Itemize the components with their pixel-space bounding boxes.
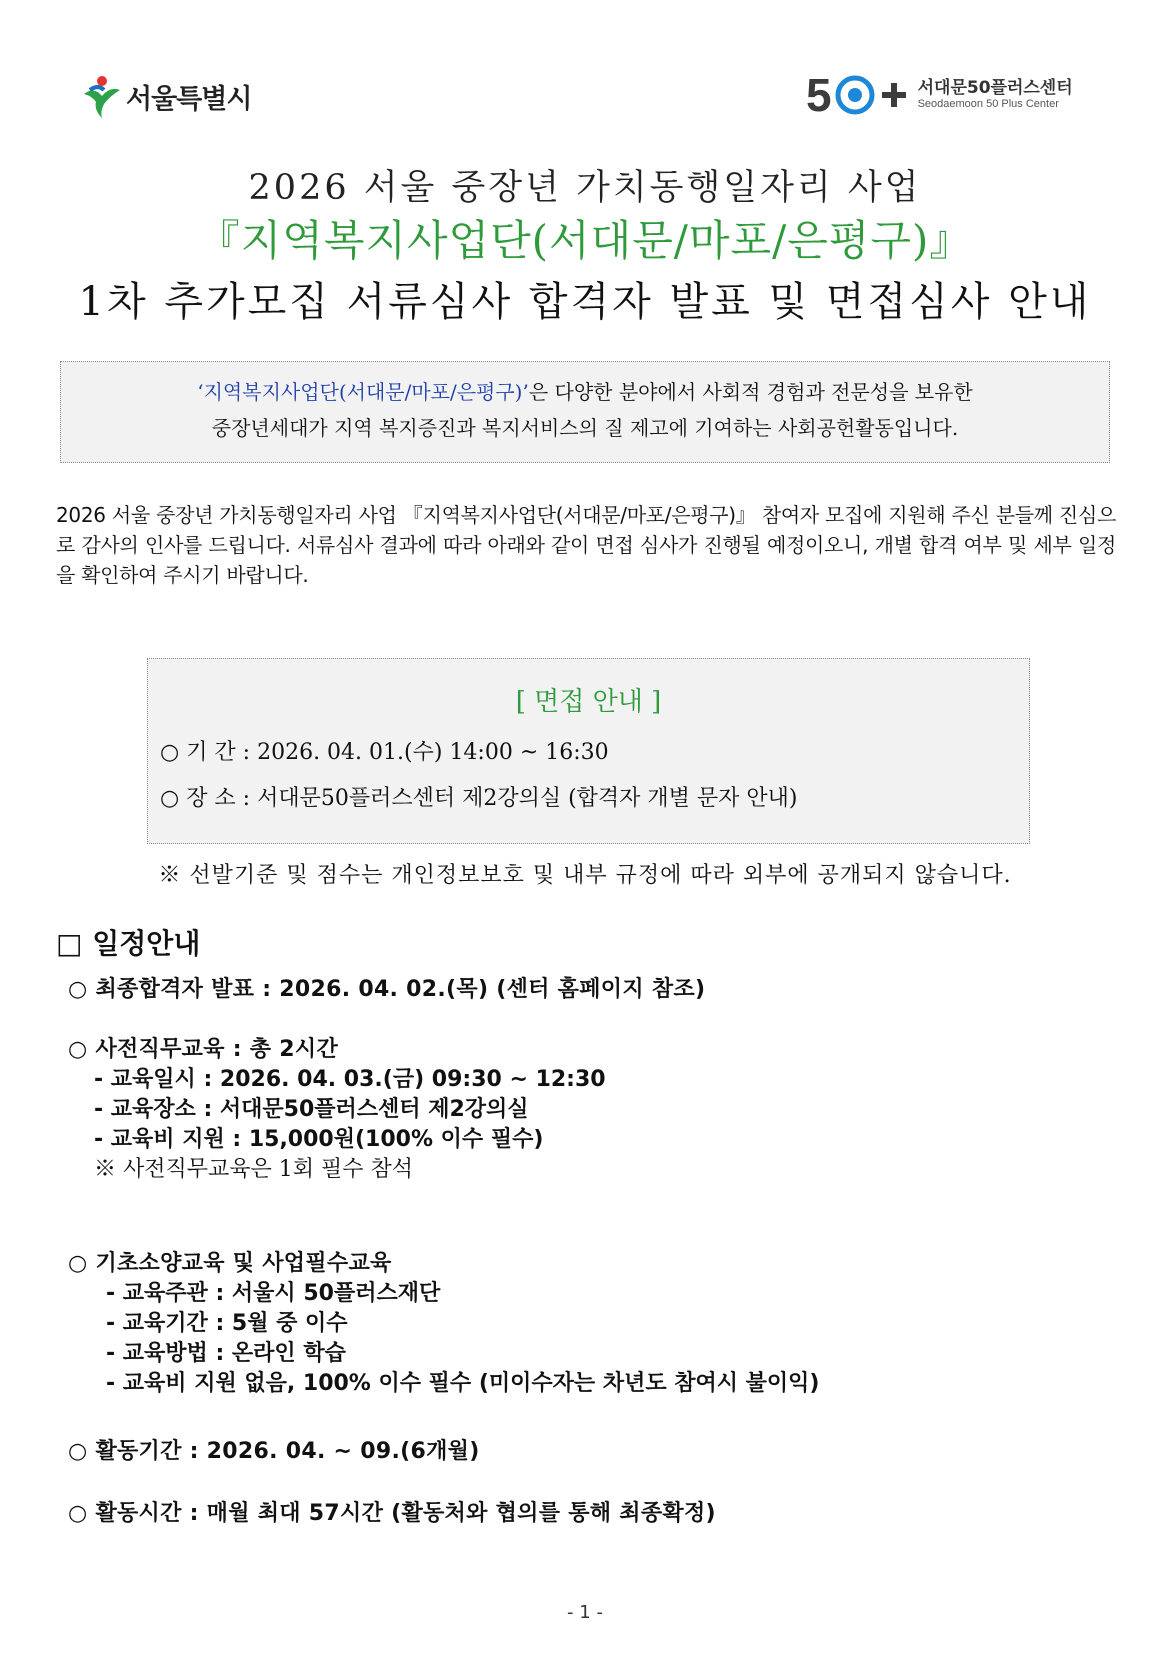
interview-place: ○ 장 소 : 서대문50플러스센터 제2강의실 (합격자 개별 문자 안내)	[160, 786, 798, 811]
title-line-2: 『지역복지사업단(서대문/마포/은평구)』	[197, 216, 973, 265]
list-item: - 교육방법 : 온라인 학습	[106, 1341, 346, 1366]
list-item: - 교육비 지원 없음, 100% 이수 필수 (미이수자는 차년도 참여시 불이익)	[106, 1371, 820, 1396]
intro-highlight: ‘지역복지사업단(서대문/마포/은평구)’	[197, 380, 529, 404]
list-item: - 교육비 지원 : 15,000원(100% 이수 필수)	[94, 1127, 544, 1152]
logo-english-name: Seodaemoon 50 Plus Center	[917, 98, 1059, 111]
zero-ring-icon	[834, 74, 876, 116]
seoul-logo	[82, 74, 251, 118]
seodaemun-50plus-logo	[806, 69, 1073, 121]
seoul-logo-text: 서울특별시	[126, 83, 252, 115]
pre-training-note: ※ 사전직무교육은 1회 필수 참석	[94, 1157, 413, 1182]
list-item: - 교육일시 : 2026. 04. 03.(금) 09:30 ~ 12:30	[94, 1067, 606, 1092]
list-item: - 교육기간 : 5월 중 이수	[106, 1311, 348, 1336]
seoul-symbol-icon	[82, 74, 122, 118]
title-line-1: 2026 서울 중장년 가치동행일자리 사업	[248, 168, 922, 208]
schedule-title: □ 일정안내	[56, 927, 201, 960]
page-number: - 1 -	[567, 1602, 603, 1623]
list-item: - 교육장소 : 서대문50플러스센터 제2강의실	[94, 1097, 529, 1122]
list-item: - 교육주관 : 서울시 50플러스재단	[106, 1281, 441, 1306]
selection-notice: ※ 선발기준 및 점수는 개인정보보호 및 내부 규정에 따라 외부에 공개되지 않습니다.	[158, 863, 1012, 888]
plus-icon	[880, 81, 908, 109]
pre-training-head: ○ 사전직무교육 : 총 2시간	[68, 1037, 339, 1062]
activity-hours: ○ 활동시간 : 매월 최대 57시간 (활동처와 협의를 통해 최종확정)	[68, 1501, 716, 1526]
interview-title: [ 면접 안내 ]	[515, 687, 662, 717]
logo-korean-name: 서대문50플러스센터	[917, 77, 1073, 98]
interview-period: ○ 기 간 : 2026. 04. 01.(수) 14:00 ~ 16:30	[160, 740, 609, 765]
activity-period: ○ 활동기간 : 2026. 04. ~ 09.(6개월)	[68, 1439, 480, 1464]
intro-rest: 은 다양한 분야에서 사회적 경험과 전문성을 보유한	[528, 380, 973, 404]
logo-number: 5	[806, 69, 832, 121]
basic-training-head: ○ 기초소양교육 및 사업필수교육	[68, 1251, 392, 1276]
interview-info-box	[147, 658, 1030, 844]
intro-line-1	[61, 374, 1109, 410]
title-line-3: 1차 추가모집 서류심사 합격자 발표 및 면접심사 안내	[78, 279, 1092, 325]
intro-box	[60, 361, 1110, 463]
body-paragraph: 2026 서울 중장년 가치동행일자리 사업 『지역복지사업단(서대문/마포/은평구)』 참여자 모집에 지원해 주신 분들께 진심으로 감사의 인사를 드립니다. 서류심사 결과에 따라 아래와 같이 면접 심사가 진행될 예정이오니, 개별 합격 여부 및 세부 일정을 확인하여 주시기 바랍니다.	[56, 503, 1116, 587]
final-announcement: ○ 최종합격자 발표 : 2026. 04. 02.(목) (센터 홈페이지 참조)	[68, 977, 706, 1002]
intro-line-2: 중장년세대가 지역 복지증진과 복지서비스의 질 제고에 기여하는 사회공헌활동입니다.	[211, 416, 959, 440]
